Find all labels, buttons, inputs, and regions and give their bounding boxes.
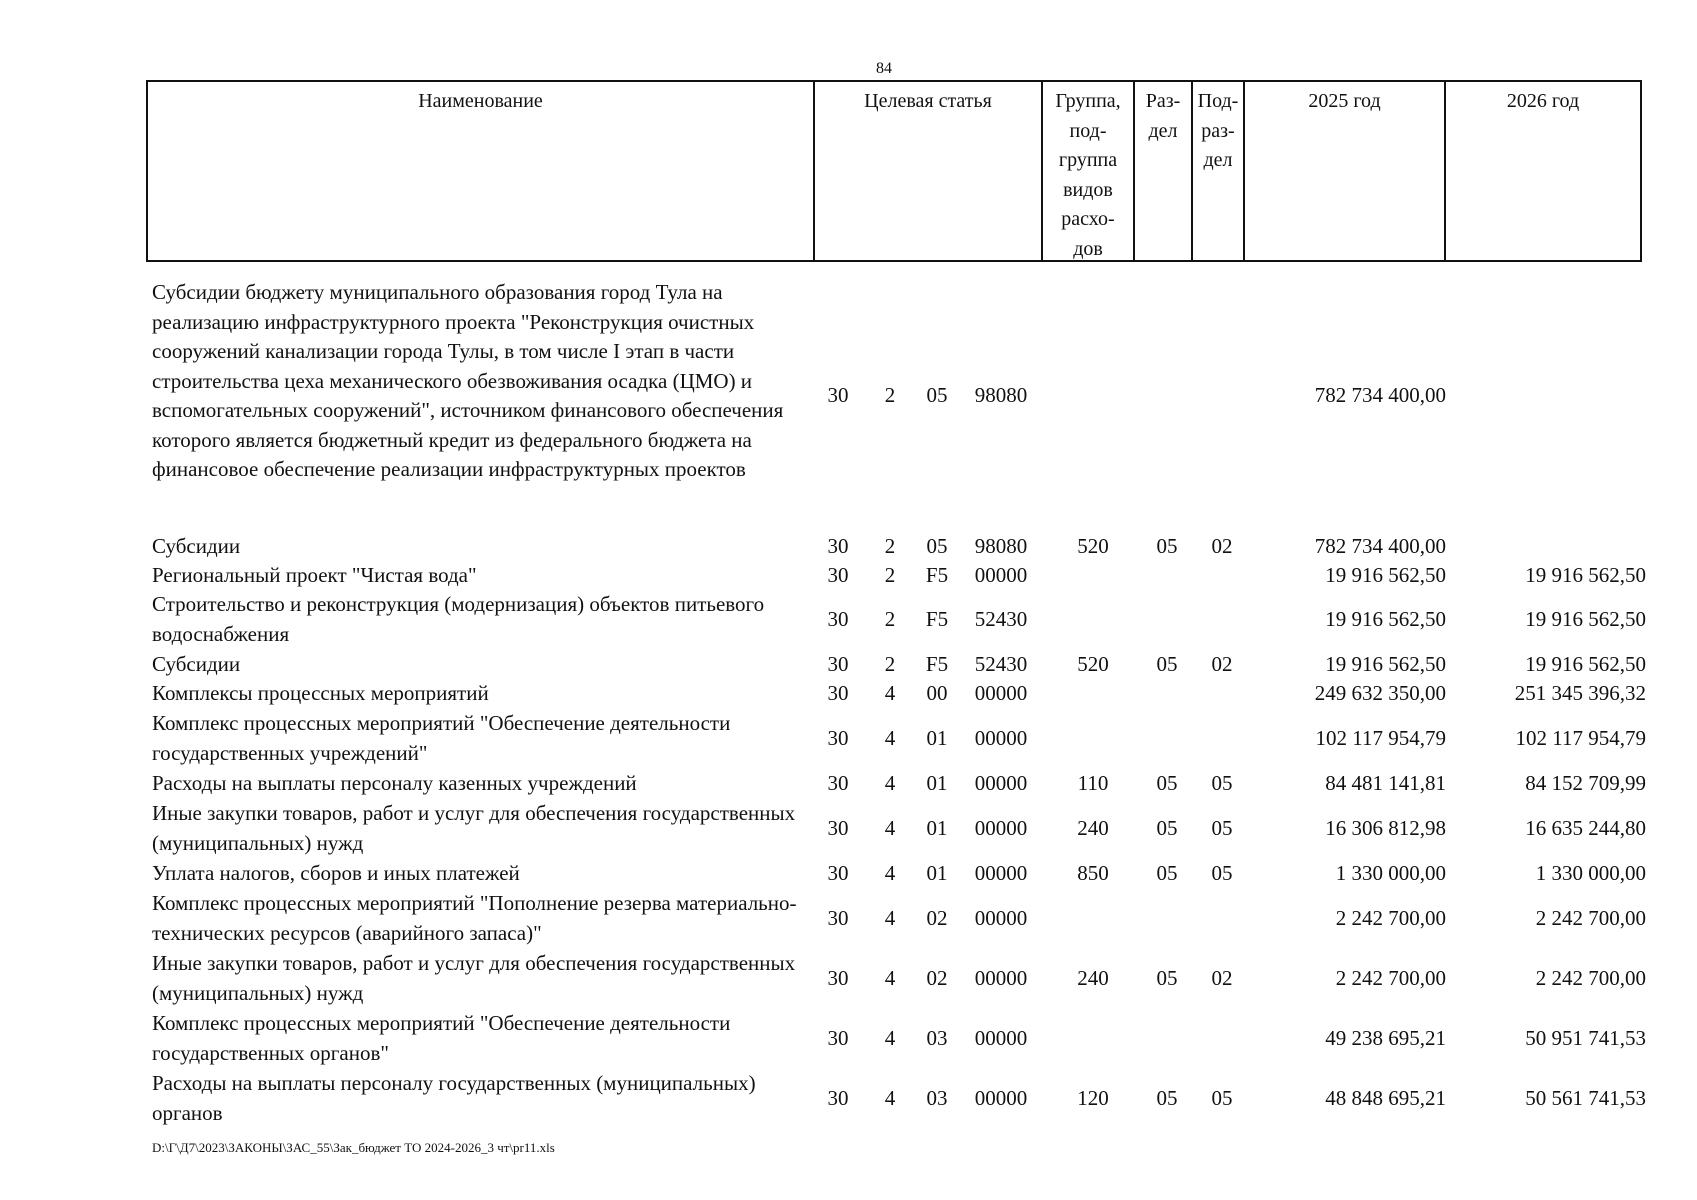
cell-t3: F5 — [925, 651, 949, 676]
cell-t3: 05 — [926, 383, 948, 407]
cell-t1: 30 — [827, 770, 849, 795]
cell-t1: 30 — [827, 905, 849, 930]
cell-t2: 4 — [884, 815, 896, 840]
cell-t3: 03 — [926, 1025, 948, 1050]
table-row — [0, 859, 1697, 888]
cell-grp: 120 — [1077, 1085, 1109, 1110]
cell-y2025: 782 734 400,00 — [1314, 383, 1446, 407]
cell-grp: 110 — [1077, 770, 1109, 795]
cell-y2026: 2 242 700,00 — [1535, 965, 1646, 990]
table-row — [0, 1009, 1697, 1068]
cell-t2: 2 — [884, 562, 896, 587]
cell-y2025: 84 481 141,81 — [1325, 770, 1446, 795]
cell-t2: 4 — [884, 965, 896, 990]
cell-t2: 2 — [884, 606, 896, 631]
cell-sec: 05 — [1156, 651, 1178, 676]
row-name: Субсидии — [152, 652, 241, 676]
cell-grp: 850 — [1077, 860, 1109, 885]
cell-t2: 4 — [884, 725, 896, 750]
header-2026: 2026 год — [1444, 82, 1640, 260]
cell-t1: 30 — [827, 383, 849, 407]
cell-t4: 00000 — [974, 725, 1028, 750]
cell-y2026: 2 242 700,00 — [1535, 905, 1646, 930]
cell-y2025: 249 632 350,00 — [1314, 680, 1446, 705]
cell-t4: 52430 — [974, 606, 1028, 631]
cell-t1: 30 — [827, 680, 849, 705]
table-row — [0, 769, 1697, 798]
cell-y2026: 16 635 244,80 — [1525, 815, 1646, 840]
cell-sec: 05 — [1156, 815, 1178, 840]
cell-sub: 05 — [1211, 860, 1233, 885]
cell-sec: 05 — [1156, 770, 1178, 795]
cell-t3: 02 — [926, 965, 948, 990]
cell-t4: 00000 — [974, 770, 1028, 795]
cell-t2: 2 — [884, 651, 896, 676]
cell-t2: 4 — [884, 1085, 896, 1110]
cell-t1: 30 — [827, 815, 849, 840]
cell-y2026: 19 916 562,50 — [1525, 651, 1646, 676]
cell-t3: 00 — [926, 680, 948, 705]
cell-y2026: 84 152 709,99 — [1525, 770, 1646, 795]
cell-y2026: 1 330 000,00 — [1535, 860, 1646, 885]
cell-sub: 02 — [1211, 965, 1233, 990]
table-row — [0, 889, 1697, 948]
cell-y2025: 19 916 562,50 — [1325, 606, 1446, 631]
cell-t2: 4 — [884, 1025, 896, 1050]
row-name: Субсидии бюджету муниципального образования город Тула на реализацию инфраструктурного проекта "Реконструкция очистных сооружений канализации города Тулы, в том числе I этап в части строительства цеха механического обезвоживания осадка (ЦМО) и вспомогательных сооружений", источником финансового обеспечения которого является бюджетный кредит из федерального бюджета на финансовое обеспечение реализации инфраструктурных проектов — [152, 280, 784, 481]
cell-y2025: 102 117 954,79 — [1315, 725, 1446, 750]
cell-t3: 01 — [926, 815, 948, 840]
cell-t3: F5 — [925, 562, 949, 587]
cell-t4: 00000 — [974, 562, 1028, 587]
cell-t1: 30 — [827, 1085, 849, 1110]
row-name: Расходы на выплаты персоналу казенных учреждений — [152, 771, 637, 795]
cell-y2026: 50 561 741,53 — [1525, 1085, 1646, 1110]
cell-y2026: 19 916 562,50 — [1525, 606, 1646, 631]
cell-sub: 02 — [1211, 533, 1233, 558]
file-path-footer: D:\Г\Д7\2023\ЗАКОНЫ\ЗАС_55\Зак_бюджет ТО 2024-2026_3 чт\pr11.xls — [152, 1140, 555, 1155]
cell-t4: 00000 — [974, 1025, 1028, 1050]
cell-y2026: 19 916 562,50 — [1525, 562, 1646, 587]
cell-grp: 240 — [1077, 815, 1109, 840]
cell-t4: 98080 — [974, 533, 1028, 558]
table-row — [0, 1069, 1697, 1128]
row-name: Субсидии — [152, 534, 241, 558]
header-name: Наименование — [418, 90, 543, 112]
cell-t3: 02 — [926, 905, 948, 930]
cell-t4: 00000 — [974, 860, 1028, 885]
page-number: 84 — [876, 60, 892, 77]
cell-y2025: 16 306 812,98 — [1325, 815, 1446, 840]
cell-t4: 52430 — [974, 651, 1028, 676]
header-subsection: Под- раз- дел — [1191, 82, 1243, 260]
cell-t2: 4 — [884, 905, 896, 930]
cell-y2025: 2 242 700,00 — [1335, 905, 1446, 930]
cell-y2025: 1 330 000,00 — [1335, 860, 1446, 885]
table-row — [0, 590, 1697, 649]
cell-t2: 4 — [884, 770, 896, 795]
cell-sec: 05 — [1156, 533, 1178, 558]
cell-sub: 02 — [1211, 651, 1233, 676]
header-group: Группа, под- группа видов расхо- дов — [1041, 82, 1133, 260]
cell-y2025: 19 916 562,50 — [1325, 562, 1446, 587]
cell-y2025: 48 848 695,21 — [1325, 1085, 1446, 1110]
cell-t1: 30 — [827, 533, 849, 558]
cell-t1: 30 — [827, 965, 849, 990]
cell-t4: 98080 — [974, 383, 1028, 407]
cell-t4: 00000 — [974, 905, 1028, 930]
cell-t4: 00000 — [974, 815, 1028, 840]
cell-t3: 01 — [926, 770, 948, 795]
row-name: Комплекс процессных мероприятий "Обеспечение деятельности государственных учреждений" — [152, 711, 731, 765]
cell-sec: 05 — [1156, 965, 1178, 990]
cell-t2: 4 — [884, 680, 896, 705]
header-section: Раз- дел — [1133, 82, 1191, 260]
cell-t1: 30 — [827, 606, 849, 631]
cell-t1: 30 — [827, 562, 849, 587]
cell-t1: 30 — [827, 725, 849, 750]
cell-t4: 00000 — [974, 1085, 1028, 1110]
cell-y2026: 50 951 741,53 — [1525, 1025, 1646, 1050]
cell-sec: 05 — [1156, 860, 1178, 885]
row-name: Расходы на выплаты персоналу государственных (муниципальных) органов — [152, 1071, 756, 1125]
row-name: Строительство и реконструкция (модернизация) объектов питьевого водоснабжения — [152, 592, 765, 646]
cell-grp: 520 — [1077, 533, 1109, 558]
cell-y2025: 19 916 562,50 — [1325, 651, 1446, 676]
table-row — [0, 799, 1697, 858]
row-name: Комплексы процессных мероприятий — [152, 681, 489, 705]
cell-t3: 03 — [926, 1085, 948, 1110]
cell-sub: 05 — [1211, 770, 1233, 795]
cell-t3: 01 — [926, 860, 948, 885]
cell-sub: 05 — [1211, 1085, 1233, 1110]
table-row — [0, 709, 1697, 768]
cell-sub: 05 — [1211, 815, 1233, 840]
cell-t1: 30 — [827, 1025, 849, 1050]
cell-y2025: 2 242 700,00 — [1335, 965, 1446, 990]
cell-t3: F5 — [925, 606, 949, 631]
table-row — [0, 561, 1697, 590]
cell-t1: 30 — [827, 651, 849, 676]
row-name: Региональный проект "Чистая вода" — [152, 563, 477, 587]
cell-y2026: 251 345 396,32 — [1514, 680, 1646, 705]
cell-t3: 05 — [926, 533, 948, 558]
cell-t2: 2 — [884, 533, 896, 558]
cell-grp: 520 — [1077, 651, 1109, 676]
cell-grp: 240 — [1077, 965, 1109, 990]
cell-t4: 00000 — [974, 680, 1028, 705]
header-target: Целевая статья — [813, 82, 1041, 260]
row-name: Комплекс процессных мероприятий "Обеспечение деятельности государственных органов" — [152, 1011, 731, 1065]
cell-t4: 00000 — [974, 965, 1028, 990]
cell-t2: 2 — [884, 383, 896, 407]
cell-t1: 30 — [827, 860, 849, 885]
table-row — [0, 278, 1697, 514]
cell-t3: 01 — [926, 725, 948, 750]
table-row — [0, 532, 1697, 561]
row-name: Комплекс процессных мероприятий "Пополнение резерва материально-технических ресурсов (аварийного запаса)" — [152, 891, 797, 945]
cell-sec: 05 — [1156, 1085, 1178, 1110]
cell-y2025: 49 238 695,21 — [1325, 1025, 1446, 1050]
row-name: Иные закупки товаров, работ и услуг для обеспечения государственных (муниципальных) нужд — [152, 801, 796, 855]
table-row — [0, 949, 1697, 1008]
row-name: Иные закупки товаров, работ и услуг для обеспечения государственных (муниципальных) нужд — [152, 951, 796, 1005]
header-2025: 2025 год — [1243, 82, 1444, 260]
row-name: Уплата налогов, сборов и иных платежей — [152, 861, 520, 885]
table-row — [0, 650, 1697, 679]
cell-y2026: 102 117 954,79 — [1515, 725, 1646, 750]
table-row — [0, 679, 1697, 708]
table-header — [146, 80, 1642, 262]
cell-y2025: 782 734 400,00 — [1314, 533, 1446, 558]
cell-t2: 4 — [884, 860, 896, 885]
